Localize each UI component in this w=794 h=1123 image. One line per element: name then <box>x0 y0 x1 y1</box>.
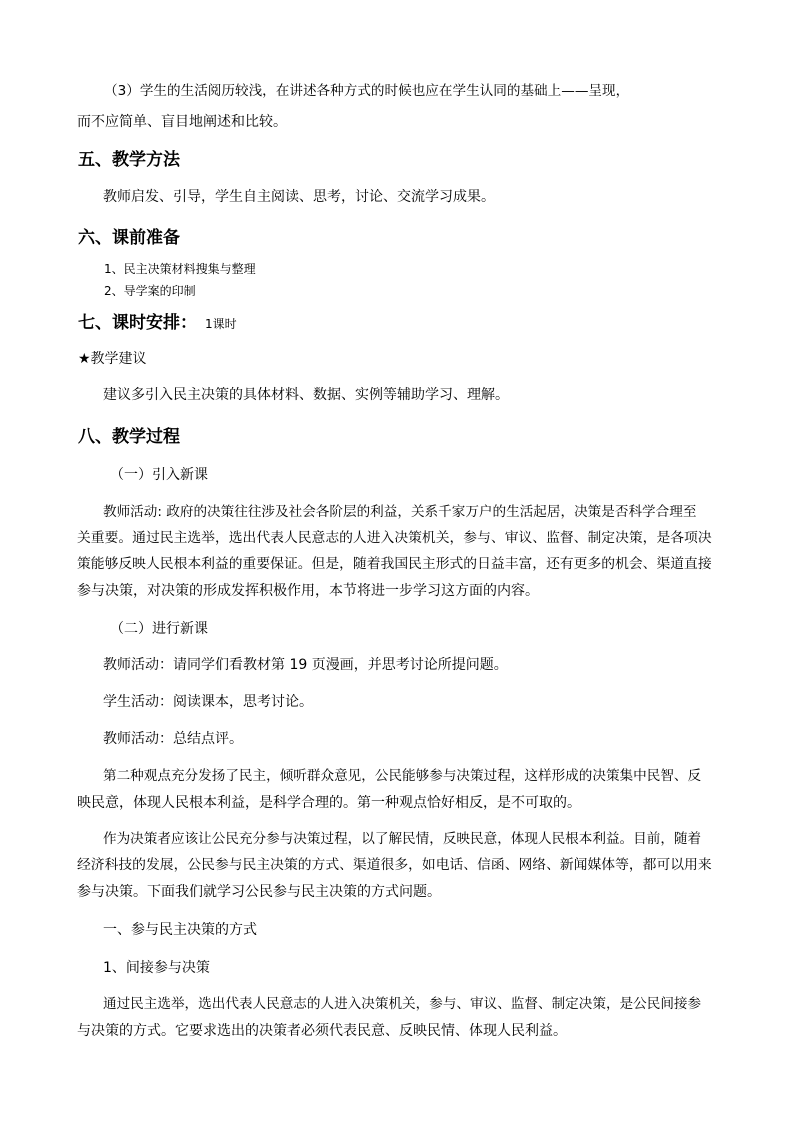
section-heading-7: 七、课时安排： <box>78 313 197 333</box>
paragraph-line: 参与决策。下面我们就学习公民参与民主决策的方式问题。 <box>77 884 441 900</box>
paragraph-line: 教师活动: 政府的决策往往涉及社会各阶层的利益，关系千家万户的生活起居，决策是否科学合理至 <box>103 504 697 520</box>
section-heading-6: 六、课前准备 <box>78 228 180 248</box>
paragraph-line: （3）学生的生活阅历较浅，在讲述各种方式的时候也应在学生认同的基础上——呈现， <box>104 83 630 99</box>
section-heading-5: 五、教学方法 <box>78 150 180 170</box>
paragraph-line: 映民意，体现人民根本利益，是科学合理的。第一种观点恰好相反，是不可取的。 <box>77 795 581 811</box>
paragraph-line: 参与决策，对决策的形成发挥积极作用，本节将进一步学习这方面的内容。 <box>77 583 539 599</box>
paragraph-line: 作为决策者应该让公民充分参与决策过程，以了解民情，反映民意，体现人民根本利益。目前，随着 <box>103 831 702 847</box>
paragraph-line: 教师活动：请同学们看教材第 19 页漫画，并思考讨论所提问题。 <box>103 657 508 673</box>
list-item: 1、民主决策材料搜集与整理 <box>104 262 256 276</box>
section-heading-8: 八、教学过程 <box>78 427 180 447</box>
paragraph-line: 经济科技的发展，公民参与民主决策的方式、渠道很多，如电话、信函、网络、新闻媒体等，都可以用来 <box>77 857 712 873</box>
subsection-title: （二）进行新课 <box>110 621 208 637</box>
list-item: 2、导学案的印制 <box>104 284 196 298</box>
paragraph-line: 教师活动：总结点评。 <box>103 731 243 747</box>
paragraph-line: 关重要。通过民主选举，选出代表人民意志的人进入决策机关，参与、审议、监督、制定决策，是各项决 <box>77 530 712 546</box>
paragraph-line: 与决策的方式。它要求选出的决策者必须代表民意、反映民情、体现人民利益。 <box>77 1023 567 1039</box>
paragraph-line: 策能够反映人民根本利益的重要保证。但是，随着我国民主形式的日益丰富，还有更多的机会、渠道直接 <box>77 556 712 572</box>
paragraph-line: 学生活动：阅读课本，思考讨论。 <box>103 694 313 710</box>
paragraph-line: 建议多引入民主决策的具体材料、数据、实例等辅助学习、理解。 <box>103 387 509 403</box>
paragraph-line: 教师启发、引导，学生自主阅读、思考，讨论、交流学习成果。 <box>103 189 495 205</box>
subsection-title: 一、参与民主决策的方式 <box>103 922 257 938</box>
paragraph-line: 第二种观点充分发扬了民主，倾听群众意见，公民能够参与决策过程，这样形成的决策集中民智、反 <box>103 768 702 784</box>
teaching-tip-title: ★教学建议 <box>78 351 147 367</box>
class-hours-value: 1课时 <box>205 317 237 331</box>
paragraph-line: 通过民主选举，选出代表人民意志的人进入决策机关，参与、审议、监督、制定决策，是公民间接参 <box>103 996 702 1012</box>
paragraph-line: 而不应简单、盲目地阐述和比较。 <box>77 114 287 130</box>
subsection-title: （一）引入新课 <box>110 467 208 483</box>
subsection-title: 1、间接参与决策 <box>103 960 210 976</box>
